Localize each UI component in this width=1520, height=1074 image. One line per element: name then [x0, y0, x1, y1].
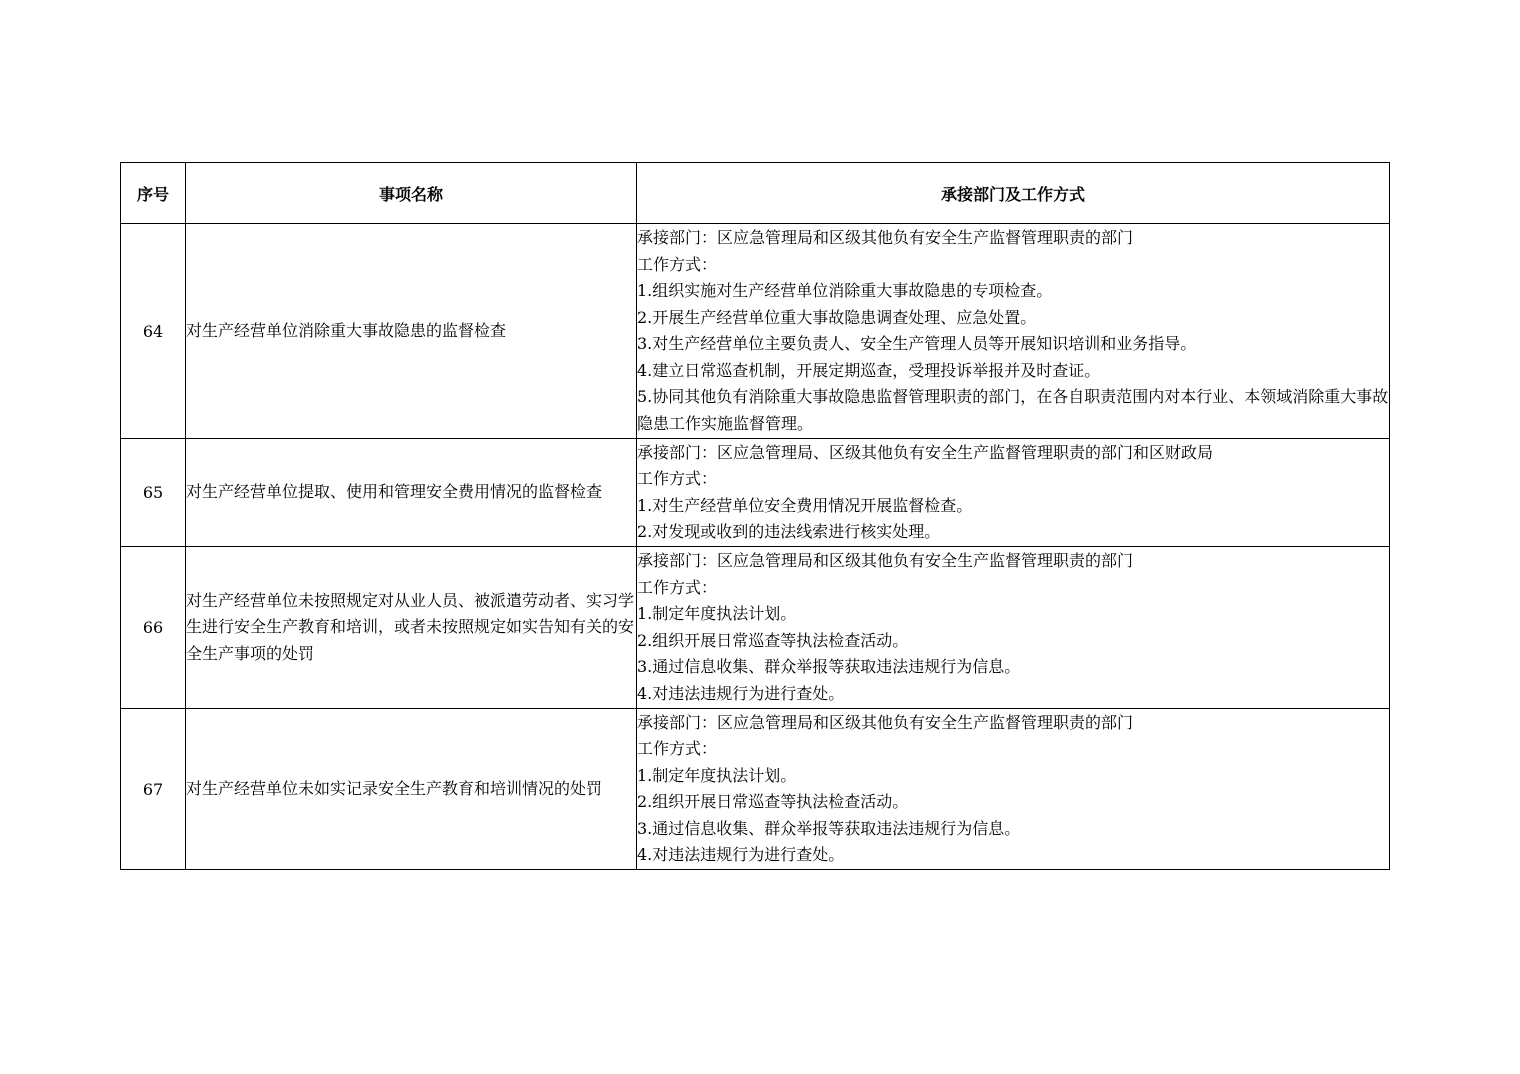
row-number: 64 — [121, 224, 186, 439]
dept-line: 1.对生产经营单位安全费用情况开展监督检查。 — [637, 495, 973, 515]
row-number: 67 — [121, 709, 186, 870]
dept-line: 承接部门：区应急管理局、区级其他负有安全生产监督管理职责的部门和区财政局 — [637, 442, 1214, 462]
dept-line: 2.开展生产经营单位重大事故隐患调查处理、应急处置。 — [637, 307, 1037, 327]
row-number: 66 — [121, 547, 186, 709]
dept-line: 工作方式： — [637, 469, 718, 488]
dept-line: 工作方式： — [637, 577, 718, 597]
items-table — [120, 162, 1390, 870]
header-department-and-method: 承接部门及工作方式 — [637, 163, 1390, 224]
dept-line: 1.制定年度执法计划。 — [637, 765, 797, 785]
dept-line: 工作方式： — [637, 254, 718, 274]
row-department-and-method — [637, 709, 1390, 870]
header-serial-number: 序号 — [121, 163, 186, 224]
row-department-and-method — [637, 439, 1390, 547]
row-item-name: 对生产经营单位提取、使用和管理安全费用情况的监督检查 — [186, 439, 637, 547]
dept-line: 4.对违法违规行为进行查处。 — [637, 683, 845, 703]
row-item-name: 对生产经营单位未如实记录安全生产教育和培训情况的处罚 — [186, 709, 637, 870]
row-item-name: 对生产经营单位未按照规定对从业人员、被派遣劳动者、实习学生进行安全生产教育和培训，或者未按照规定如实告知有关的安全生产事项的处罚 — [186, 547, 637, 709]
dept-line: 4.对违法违规行为进行查处。 — [637, 845, 845, 864]
dept-line: 1.组织实施对生产经营单位消除重大事故隐患的专项检查。 — [637, 281, 1053, 300]
table-row — [121, 439, 1390, 547]
dept-line: 3.通过信息收集、群众举报等获取违法违规行为信息。 — [637, 818, 1021, 838]
dept-line: 承接部门：区应急管理局和区级其他负有安全生产监督管理职责的部门 — [637, 228, 1134, 247]
dept-line: 4.建立日常巡查机制，开展定期巡查，受理投诉举报并及时查证。 — [637, 360, 1101, 380]
dept-line: 承接部门：区应急管理局和区级其他负有安全生产监督管理职责的部门 — [637, 551, 1134, 570]
dept-line: 5.协同其他负有消除重大事故隐患监督管理职责的部门，在各自职责范围内对本行业、本领域消除重大事故隐患工作实施监督管理。 — [637, 387, 1389, 433]
dept-line: 工作方式： — [637, 739, 718, 758]
table-row — [121, 709, 1390, 870]
header-item-name: 事项名称 — [186, 163, 637, 224]
dept-line: 2.组织开展日常巡查等执法检查活动。 — [637, 630, 909, 650]
dept-line: 2.对发现或收到的违法线索进行核实处理。 — [637, 522, 941, 541]
dept-line: 3.通过信息收集、群众举报等获取违法违规行为信息。 — [637, 657, 1021, 676]
dept-line: 2.组织开展日常巡查等执法检查活动。 — [637, 792, 909, 811]
table-row — [121, 547, 1390, 709]
table-row — [121, 224, 1390, 439]
row-number: 65 — [121, 439, 186, 547]
header-row — [121, 163, 1390, 224]
row-department-and-method — [637, 547, 1390, 709]
row-department-and-method — [637, 224, 1390, 439]
dept-line: 承接部门：区应急管理局和区级其他负有安全生产监督管理职责的部门 — [637, 712, 1134, 732]
row-item-name: 对生产经营单位消除重大事故隐患的监督检查 — [186, 224, 637, 439]
dept-line: 1.制定年度执法计划。 — [637, 604, 797, 623]
dept-line: 3.对生产经营单位主要负责人、安全生产管理人员等开展知识培训和业务指导。 — [637, 334, 1197, 353]
